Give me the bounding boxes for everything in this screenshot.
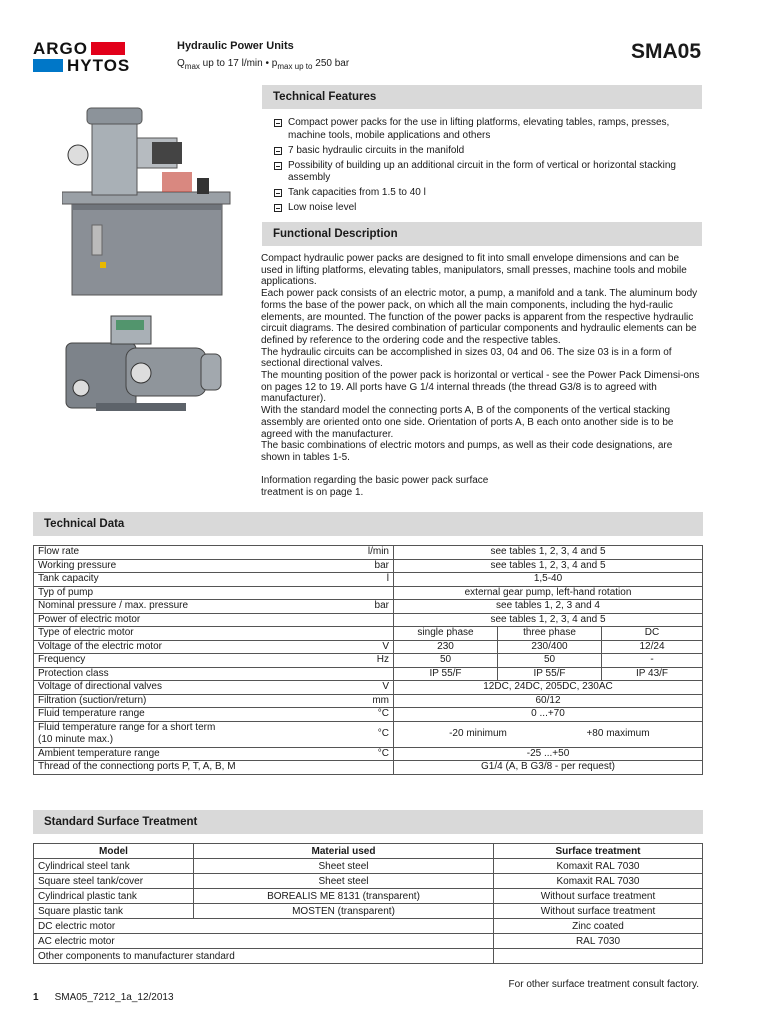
table-row: Typ of pump external gear pump, left-hand rotation (34, 586, 703, 600)
table-row: Ambient temperature range °C -25 ...+50 (34, 747, 703, 761)
checkbox-bullet-icon (274, 189, 282, 197)
q-symbol: Q (177, 58, 185, 69)
p-symbol: p (271, 58, 278, 69)
surface-treatment-heading: Standard Surface Treatment (33, 810, 703, 834)
table-header-row: Model Material used Surface treatment (34, 844, 703, 859)
table-row: Fluid temperature range for a short term (10 minute max.) °C -20 minimum +80 maximum (34, 721, 703, 747)
checkbox-bullet-icon (274, 162, 282, 170)
table-row: Frequency Hz 50 50 - (34, 654, 703, 668)
table-row: Protection class IP 55/F IP 55/F IP 43/F (34, 667, 703, 681)
logo-red-bar (91, 42, 125, 55)
logo-word-hytos: HYTOS (67, 56, 131, 75)
document-subtitle (177, 58, 349, 71)
table-row: Nominal pressure / max. pressure bar see tables 1, 2, 3 and 4 (34, 600, 703, 614)
table-row: Other components to manufacturer standard (34, 949, 703, 964)
feature-item: Possibility of building up an additional circuit in the form of vertical or horizontal stacking assembly (274, 160, 699, 185)
page-number: 1 (33, 992, 39, 1003)
features-list (274, 117, 699, 217)
product-code: SMA05 (630, 40, 701, 63)
paragraph: Compact hydraulic power packs are designed to fit into small envelope dimensions and can be used in lifting platforms, elevating tables, manipulators, small presses, machine tools and mobile applications. (261, 253, 687, 288)
logo-blue-bar (33, 59, 63, 72)
p-range: 250 bar (312, 58, 350, 69)
power-pack-vertical-image (62, 100, 232, 300)
argo-hytos-logo (33, 40, 147, 74)
table-row: Power of electric motor see tables 1, 2, 3, 4 and 5 (34, 613, 703, 627)
surface-info-note: Information regarding the basic power pack surface treatment is on page 1. (261, 475, 489, 499)
table-row: Voltage of the electric motor V 230 230/400 12/24 (34, 640, 703, 654)
table-row: Filtration (suction/return) mm 60/12 (34, 694, 703, 708)
table-row: Cylindrical steel tank Sheet steel Komaxit RAL 7030 (34, 859, 703, 874)
logo-word-argo: ARGO (33, 39, 88, 58)
functional-description-heading: Functional Description (262, 222, 702, 246)
feature-item: 7 basic hydraulic circuits in the manifold (274, 145, 699, 158)
checkbox-bullet-icon (274, 147, 282, 155)
document-id: SMA05_7212_1a_12/2013 (54, 992, 174, 1003)
feature-item: Low noise level (274, 202, 699, 215)
table-row: DC electric motor Zinc coated (34, 919, 703, 934)
table-row: Thread of the connectiong ports P, T, A, B, M G1/4 (A, B G3/8 - per request) (34, 761, 703, 775)
table-row: Tank capacity l 1,5-40 (34, 573, 703, 587)
technical-data-table (33, 545, 703, 775)
functional-description-text (261, 253, 701, 499)
p-subscript: max up to (277, 62, 313, 71)
technical-features-heading: Technical Features (262, 85, 702, 109)
technical-data-heading: Technical Data (33, 512, 703, 536)
q-range: up to 17 l/min • (199, 58, 272, 69)
table-row: Square plastic tank MOSTEN (transparent) Without surface treatment (34, 904, 703, 919)
power-pack-horizontal-image (56, 308, 232, 420)
page-footer (33, 992, 174, 1003)
table-row: Voltage of directional valves V 12DC, 24DC, 205DC, 230AC (34, 681, 703, 695)
table-row: Cylindrical plastic tank BOREALIS ME 8131 (transparent) Without surface treatment (34, 889, 703, 904)
paragraph: The hydraulic circuits can be accomplished in sizes 03, 04 and 06. The size 03 is in a form of sectional directional valves. (261, 346, 672, 370)
feature-item: Tank capacities from 1.5 to 40 l (274, 187, 699, 200)
paragraph: The mounting position of the power pack is horizontal or vertical - see the Power Pack Dimensi-ons on pages 12 to 19. All ports have G 1/4 internal threads (the thread G3/8 is to agreed with manufacturer). (261, 370, 700, 405)
paragraph: With the standard model the connecting ports A, B of the components of the vertical stacking assembly are oriented onto one side. Orientation of ports A, B each onto another side is to be agreed with the manufacturer. (261, 405, 674, 440)
table-row: Flow rate l/min see tables 1, 2, 3, 4 and 5 (34, 546, 703, 560)
feature-item: Compact power packs for the use in lifting platforms, elevating tables, ramps, presses, machine tools, mobile applications and others (274, 117, 699, 142)
paragraph: The basic combinations of electric motors and pumps, as well as their code designations, are shown in tables 1-5. (261, 440, 673, 463)
table-row: Square steel tank/cover Sheet steel Komaxit RAL 7030 (34, 874, 703, 889)
q-subscript: max (184, 62, 200, 71)
checkbox-bullet-icon (274, 119, 282, 127)
checkbox-bullet-icon (274, 204, 282, 212)
document-title: Hydraulic Power Units (177, 40, 294, 52)
table-row: AC electric motor RAL 7030 (34, 934, 703, 949)
surface-treatment-table (33, 843, 703, 964)
surface-note: For other surface treatment consult factory. (508, 979, 699, 990)
table-row: Fluid temperature range °C 0 ...+70 (34, 708, 703, 722)
paragraph: Each power pack consists of an electric motor, a pump, a manifold and a tank. The aluminum body forms the base of the power pack, on which all the main components, including the hyd-raulic elements, are mounted. The function of the power packs is apparent from the respective hydraulic circuit diagrams. The desired combination of particular components and hydraulic elements can be defined by reference to the ordering code and the respective tables. (261, 288, 698, 346)
table-row: Type of electric motor single phase three phase DC (34, 627, 703, 641)
table-row: Working pressure bar see tables 1, 2, 3, 4 and 5 (34, 559, 703, 573)
